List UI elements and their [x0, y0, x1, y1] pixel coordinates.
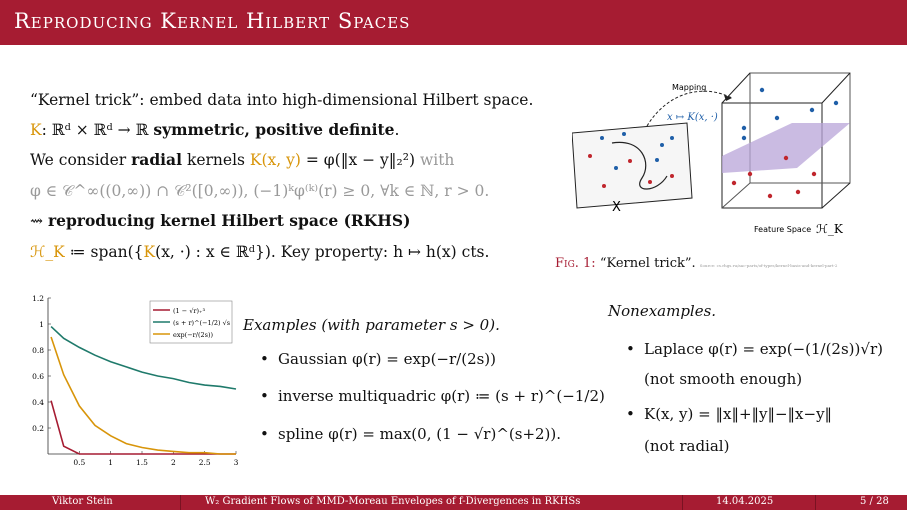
separating-hyperplane [722, 123, 850, 173]
y-tick-label: 0.4 [32, 398, 44, 407]
legend-entry: exp(−r/(2s)) [173, 331, 214, 339]
y-tick-label: 1.2 [32, 294, 44, 303]
x-tick-label: 0.5 [73, 458, 86, 467]
nonexample-text: Laplace φ(r) = exp(−(1/(2s))√r) [644, 340, 883, 358]
text-mid: kernels [186, 151, 245, 169]
bullet-icon: • [626, 405, 635, 423]
kernel-property: symmetric, positive definite [153, 120, 395, 139]
bullet-icon: • [626, 340, 635, 358]
kernel-symbol: K [30, 121, 42, 139]
mapping-label: Mapping [672, 83, 707, 92]
kernel-expr: K(x, y) [249, 151, 301, 169]
y-tick-label: 0.6 [32, 372, 44, 381]
radial-word: radial [131, 150, 182, 169]
input-space-label: X [612, 200, 621, 215]
span-def: ≔ span({ [69, 243, 144, 261]
kernel-signature: : ℝᵈ × ℝᵈ → ℝ [41, 121, 149, 139]
series-line-0 [51, 401, 236, 454]
kernel-trick-figure [572, 68, 872, 243]
nonexample-energy-note: (not radial) [644, 437, 730, 455]
example-imq [260, 387, 605, 405]
caption-text: “Kernel trick”. [599, 256, 696, 271]
kernel-definition-line [30, 120, 399, 140]
radial-kernel-line [30, 150, 454, 170]
kernel-trick-line: “Kernel trick”: embed data into high-dimensional Hilbert space. [30, 91, 534, 109]
footer-talk-title: W₂ Gradient Flows of MMD-Moreau Envelopes of f-Divergences in RKHSs [205, 496, 581, 507]
examples-title: Examples (with parameter s > 0). [243, 316, 500, 334]
example-spline [260, 425, 562, 443]
text-pre: We consider [30, 151, 127, 169]
y-tick-label: 0.8 [32, 346, 44, 355]
with-word: with [419, 151, 455, 169]
feature-space-label: Feature Space [754, 225, 812, 234]
squiggle-arrow-icon: ⇝ [30, 212, 43, 230]
example-text: Gaussian φ(r) = exp(−r/(2s)) [278, 350, 497, 368]
slide-title: Reproducing Kernel Hilbert Spaces [14, 9, 411, 33]
nonexample-laplace [626, 340, 883, 358]
rkhs-line [30, 211, 410, 231]
y-tick-label: 1 [39, 320, 44, 329]
footer-author: Viktor Stein [52, 496, 113, 507]
footer-date: 14.04.2025 [716, 496, 774, 507]
x-tick-label: 1.5 [136, 458, 148, 467]
x-tick-label: 2 [170, 458, 176, 467]
bullet-icon: • [260, 425, 269, 443]
x-tick-label: 3 [233, 458, 239, 467]
legend-entry: (s + r)^(−1/2) √s [173, 319, 231, 327]
phi-condition-line: φ ∈ 𝒞^∞((0,∞)) ∩ 𝒞²([0,∞)), (−1)ᵏφ⁽ᵏ⁾(r) ≥ 0, ∀k ∈ ℕ, r > 0. [30, 182, 490, 200]
figure-caption [555, 256, 837, 271]
hk-symbol: ℋ_K [30, 243, 65, 261]
caption-source: Source: cs.rhgs.ru/aac-parts/of-types/kernel-basis-and-kernel-part-2 [699, 263, 838, 268]
legend-entry: (1 − √r)₊³ [173, 307, 206, 315]
example-gaussian [260, 350, 497, 368]
series-line-2 [51, 337, 236, 454]
rkhs-def-line [30, 242, 489, 262]
period: . [394, 121, 400, 139]
footer-bar [0, 495, 907, 510]
x-tick-label: 2.5 [198, 458, 211, 467]
nonexample-energy [626, 405, 833, 423]
key-property: (x, ·) : x ∈ ℝᵈ}). Key property: h ↦ h(x) cts. [155, 243, 490, 261]
kernel-symbol-2: K [143, 243, 156, 261]
kernel-profile-chart [26, 288, 244, 470]
input-plane [572, 123, 692, 208]
nonexample-laplace-note: (not smooth enough) [644, 370, 803, 388]
caption-prefix: Fig. 1: [555, 256, 596, 271]
x-tick-label: 1 [108, 458, 114, 467]
rkhs-term: reproducing kernel Hilbert space (RKHS) [47, 211, 411, 230]
bullet-icon: • [260, 387, 269, 405]
nonexample-text: K(x, y) = ‖x‖+‖y‖−‖x−y‖ [644, 405, 833, 423]
nonexamples-title: Nonexamples. [608, 302, 717, 320]
feature-space-symbol: ℋ_K [816, 222, 843, 236]
example-text: spline φ(r) = max(0, (1 − √r)^(s+2)). [278, 425, 562, 443]
title-bar [0, 0, 907, 45]
bullet-icon: • [260, 350, 269, 368]
radial-formula: = φ(‖x − y‖₂²) [305, 151, 416, 169]
footer-page: 5 / 28 [860, 496, 889, 507]
y-tick-label: 0.2 [32, 424, 44, 433]
map-formula: x ↦ K(x, ·) [667, 112, 718, 123]
example-text: inverse multiquadric φ(r) ≔ (s + r)^(−1/2) [278, 387, 605, 405]
